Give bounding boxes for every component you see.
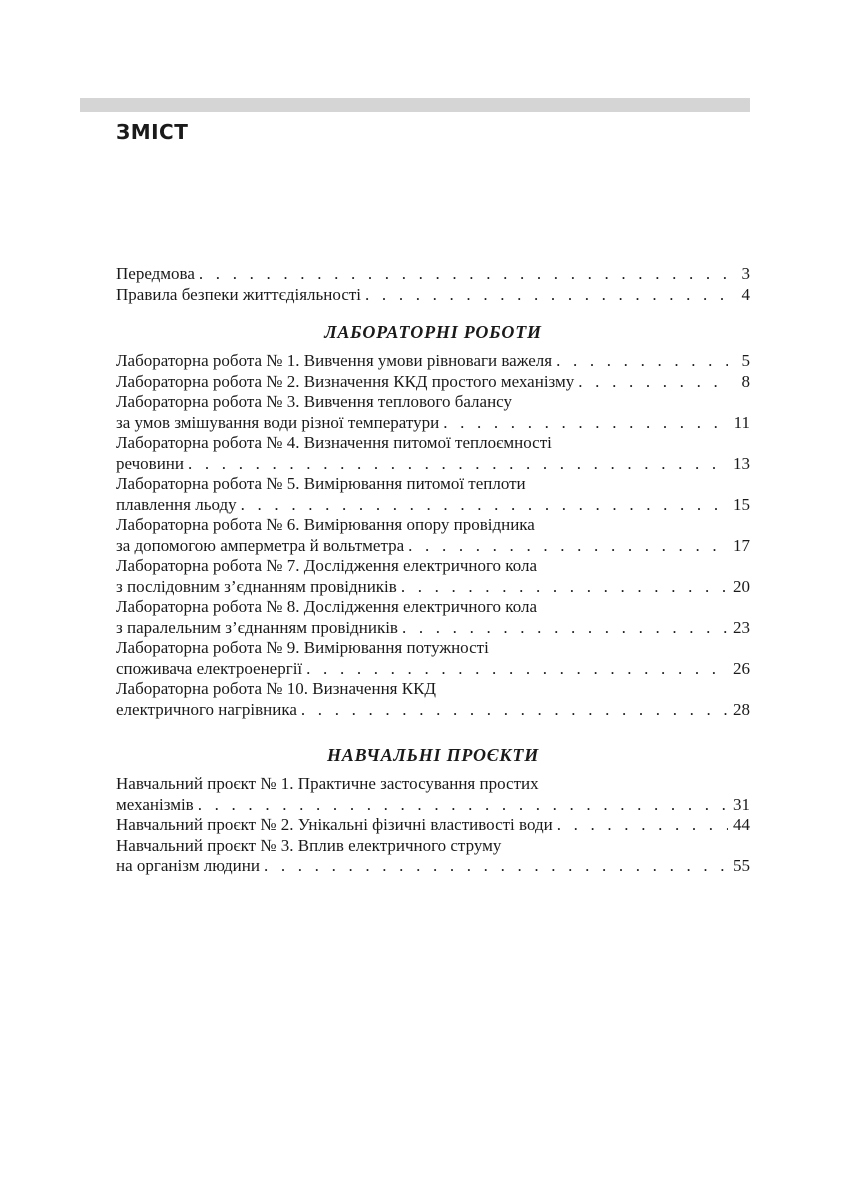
page-number: 17	[733, 535, 750, 555]
toc-entry-text: з послідовним з’єднанням провідників	[116, 576, 397, 596]
toc-entry-line	[116, 413, 750, 434]
dot-leader	[188, 454, 728, 475]
toc-entry-line	[116, 679, 750, 700]
toc-entry-line	[116, 700, 750, 721]
page-title: ЗМІСТ	[116, 120, 189, 144]
dot-leader	[401, 577, 728, 598]
dot-leader	[241, 495, 728, 516]
toc-entry-line	[116, 856, 750, 877]
toc-entry	[116, 351, 750, 372]
toc-entry-line	[116, 454, 750, 475]
page-number: 4	[741, 284, 750, 304]
toc-entry-line	[116, 515, 750, 536]
toc-entry	[116, 597, 750, 638]
toc-entry-text: Лабораторна робота № 5. Вимірювання питомої теплоти	[116, 474, 526, 493]
toc-entry	[116, 774, 750, 815]
toc-entry-line	[116, 433, 750, 454]
header-rule	[80, 98, 750, 112]
page-number: 44	[733, 815, 750, 834]
toc-entry-line	[116, 836, 750, 857]
toc-entry	[116, 638, 750, 679]
toc-entry	[116, 433, 750, 474]
page-number: 8	[741, 371, 750, 391]
toc-entry-line	[116, 536, 750, 557]
toc-entry-text: за допомогою амперметра й вольтметра	[116, 535, 405, 555]
toc-entry	[116, 474, 750, 515]
page-number: 23	[733, 617, 750, 637]
toc-entry-line	[116, 815, 750, 836]
toc-entry-text: Лабораторна робота № 1. Вивчення умови рівноваги важеля	[116, 351, 553, 370]
toc-entry-text: Правила безпеки життєдіяльності	[116, 284, 362, 304]
toc-entry-text: Лабораторна робота № 9. Вимірювання потужності	[116, 638, 489, 657]
toc-entry-text: Передмова	[116, 264, 195, 283]
toc-entry-text: Лабораторна робота № 2. Визначення ККД простого механізму	[116, 371, 575, 391]
page-number: 15	[733, 494, 750, 514]
dot-leader	[264, 856, 728, 877]
page-number: 3	[741, 264, 750, 283]
table-of-contents	[116, 264, 750, 877]
toc-entry-text: Лабораторна робота № 3. Вивчення теплового балансу	[116, 392, 512, 411]
dot-leader	[306, 659, 728, 680]
toc-entry-text: Навчальний проєкт № 1. Практичне застосування простих	[116, 774, 539, 793]
toc-entry	[116, 836, 750, 877]
toc-entry-text: Лабораторна робота № 6. Вимірювання опору провідника	[116, 515, 535, 534]
toc-entry-line	[116, 638, 750, 659]
dot-leader	[443, 413, 728, 434]
page-number: 55	[733, 856, 750, 875]
toc-entry	[116, 264, 750, 285]
toc-entry-line	[116, 392, 750, 413]
toc-entry	[116, 556, 750, 597]
toc-entry	[116, 285, 750, 306]
toc-entry-line	[116, 264, 750, 285]
toc-entry	[116, 372, 750, 393]
toc-entry-line	[116, 618, 750, 639]
toc-entry-line	[116, 774, 750, 795]
toc-entry-text: Лабораторна робота № 7. Дослідження електричного кола	[116, 556, 537, 575]
toc-entry-line	[116, 351, 750, 372]
toc-entry-line	[116, 597, 750, 618]
toc-entry-line	[116, 556, 750, 577]
toc-entry-text: з паралельним з’єднанням провідників	[116, 617, 398, 637]
toc-entry-text: Лабораторна робота № 4. Визначення питомої теплоємності	[116, 433, 552, 452]
toc-entry-line	[116, 372, 750, 393]
toc-entry-line	[116, 285, 750, 306]
toc-entry-text: механізмів	[116, 794, 194, 814]
section-heading: НАВЧАЛЬНІ ПРОЄКТИ	[326, 745, 540, 765]
dot-leader	[365, 285, 728, 306]
toc-entry-text: споживача електроенергії	[116, 658, 303, 678]
toc-entry-line	[116, 795, 750, 816]
page-number: 26	[733, 658, 750, 678]
toc-entry-text: Навчальний проєкт № 3. Вплив електричного струму	[116, 835, 502, 855]
toc-entry-text: електричного нагрівника	[116, 699, 297, 719]
page-number: 28	[733, 699, 750, 719]
toc-entry-text: на організм людини	[116, 856, 260, 875]
toc-entry-text: за умов змішування води різної температури	[116, 412, 440, 432]
toc-entry-text: Лабораторна робота № 10. Визначення ККД	[116, 679, 437, 698]
dot-leader	[556, 351, 728, 372]
toc-entry-text: Навчальний проєкт № 2. Унікальні фізичні властивості води	[116, 815, 553, 834]
toc-entry-line	[116, 474, 750, 495]
toc-entry	[116, 515, 750, 556]
toc-entry	[116, 815, 750, 836]
page-number: 5	[741, 351, 750, 370]
toc-entry-text: Лабораторна робота № 8. Дослідження електричного кола	[116, 597, 537, 616]
page-number: 20	[733, 576, 750, 596]
toc-entry-line	[116, 659, 750, 680]
dot-leader	[198, 795, 728, 816]
toc-entry	[116, 392, 750, 433]
dot-leader	[557, 815, 728, 836]
dot-leader	[301, 700, 728, 721]
page-number: 11	[733, 412, 750, 432]
dot-leader	[408, 536, 728, 557]
dot-leader	[578, 372, 728, 393]
toc-entry-line	[116, 577, 750, 598]
section-heading: ЛАБОРАТОРНІ РОБОТИ	[324, 322, 542, 342]
page-number: 13	[733, 453, 750, 473]
toc-entry-text: речовини	[116, 453, 184, 473]
toc-entry-line	[116, 495, 750, 516]
dot-leader	[199, 264, 728, 285]
toc-entry-text: плавлення льоду	[116, 494, 237, 514]
dot-leader	[402, 618, 728, 639]
toc-entry	[116, 679, 750, 720]
page-number: 31	[733, 794, 750, 814]
